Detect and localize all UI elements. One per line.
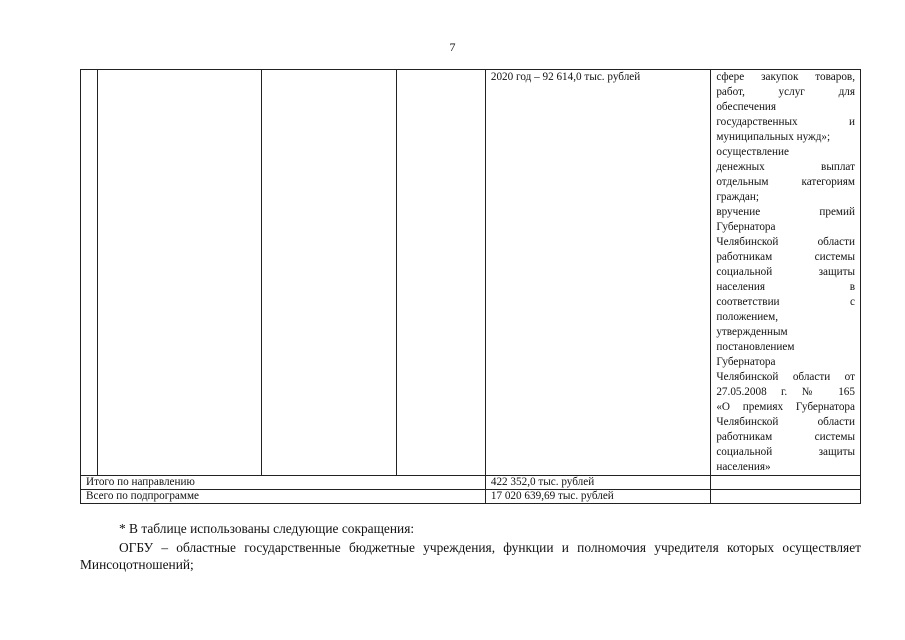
direction-total-label: Итого по направлению <box>81 476 486 490</box>
result-line: утвержденным <box>716 326 788 338</box>
footnote-ogbu: ОГБУ – областные государственные бюджетные учреждения, функции и полномочия учредителя которых осуществляет Минсоцотношений; <box>80 540 861 572</box>
result-line: Челябинской области от <box>716 371 855 383</box>
result-line: граждан; <box>716 191 759 203</box>
result-line: «О премиях Губернатора <box>716 401 855 413</box>
table-cell-number <box>81 70 98 476</box>
result-line: осуществление <box>716 146 789 158</box>
page-number: 7 <box>449 40 456 54</box>
subprogram-total-value: 17 020 639,69 тыс. рублей <box>485 490 710 504</box>
program-table <box>80 69 861 504</box>
table-cell-activity <box>98 70 262 476</box>
subprogram-total-label: Всего по подпрограмме <box>81 490 486 504</box>
result-line: денежных выплат <box>716 161 855 173</box>
result-line: 27.05.2008 г. № 165 <box>716 386 855 398</box>
table-cell-funding: 2020 год – 92 614,0 тыс. рублей <box>485 70 710 476</box>
table-cell-term <box>396 70 485 476</box>
result-line: социальной защиты <box>716 266 855 278</box>
result-line: работ, услуг для <box>716 86 855 98</box>
result-line: Челябинской области <box>716 416 855 428</box>
result-line: населения» <box>716 461 771 473</box>
result-line: Губернатора <box>716 221 776 233</box>
result-line: сфере закупок товаров, <box>716 71 855 83</box>
result-line: отдельным категориям <box>716 176 855 188</box>
result-line: государственных и <box>716 116 855 128</box>
result-line: постановлением <box>716 341 795 353</box>
table-row <box>81 70 861 476</box>
result-line: соответствии с <box>716 296 855 308</box>
table-cell-executor <box>262 70 396 476</box>
result-line: положением, <box>716 311 779 323</box>
table-row-subprogram-total <box>81 490 861 504</box>
result-line: обеспечения <box>716 101 777 113</box>
result-line: работникам системы <box>716 251 855 263</box>
direction-total-empty <box>711 476 861 490</box>
result-line: населения в <box>716 281 855 293</box>
result-line: вручение премий <box>716 206 855 218</box>
direction-total-value: 422 352,0 тыс. рублей <box>485 476 710 490</box>
result-line: работникам системы <box>716 431 855 443</box>
subprogram-total-empty <box>711 490 861 504</box>
result-line: Челябинской области <box>716 236 855 248</box>
result-line: Губернатора <box>716 356 776 368</box>
result-line: муниципальных нужд»; <box>716 131 831 143</box>
table-row-direction-total <box>81 476 861 490</box>
result-line: социальной защиты <box>716 446 855 458</box>
table-cell-result <box>711 70 861 476</box>
footnote-intro: * В таблице использованы следующие сокращения: <box>119 521 415 536</box>
